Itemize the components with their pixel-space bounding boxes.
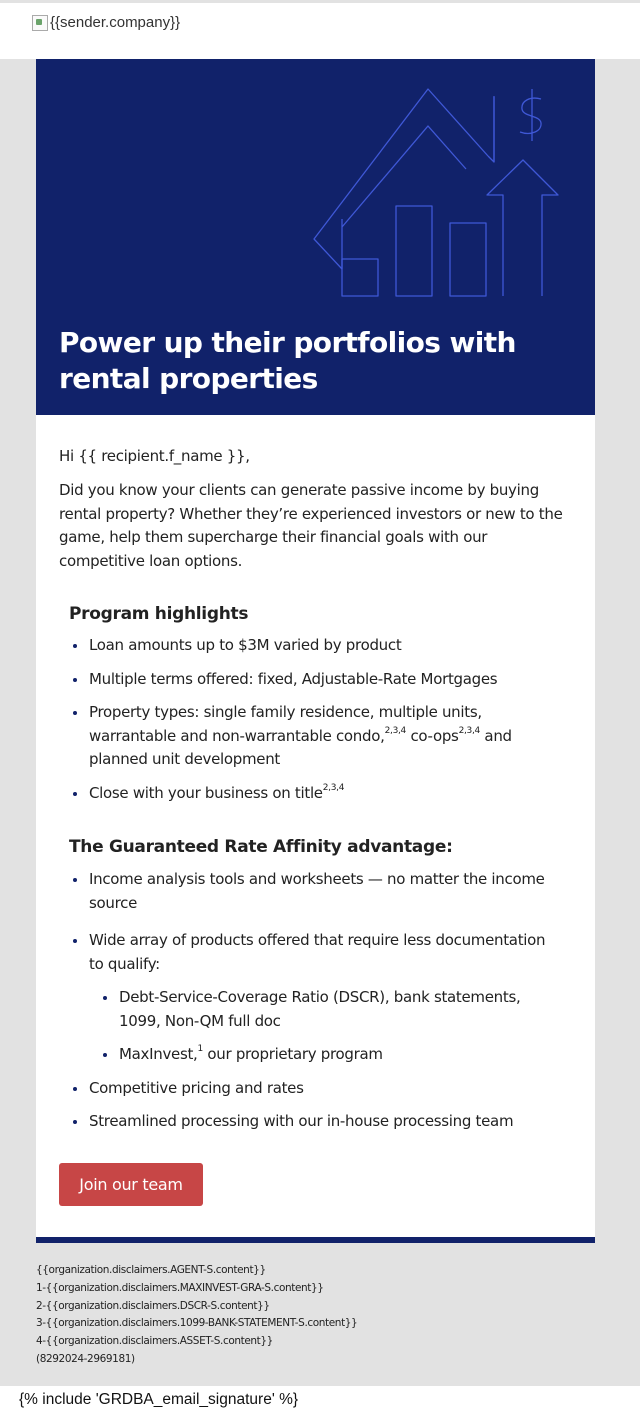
list-item <box>69 868 559 915</box>
email-signature: {% include 'GRDBA_email_signature' %} <box>19 1391 299 1408</box>
join-our-team-button[interactable]: Join our team <box>59 1163 203 1206</box>
email-header <box>0 3 640 59</box>
highlights-list <box>69 634 559 805</box>
disclaimer-line: 3-{{organization.disclaimers.1099-BANK-STATEMENT-S.content}} <box>36 1317 358 1330</box>
signature-bar <box>0 1386 640 1418</box>
list-item <box>99 986 559 1033</box>
list-item-text: Multiple terms offered: fixed, Adjustable-Rate Mortgages <box>89 669 498 688</box>
list-item <box>69 929 559 1067</box>
advantage-list <box>69 868 559 1134</box>
list-item-text: our proprietary program <box>202 1045 383 1063</box>
list-item-text: Streamlined processing with our in-house processing team <box>89 1112 514 1130</box>
hero-banner <box>36 59 595 415</box>
disclaimer-line: 2-{{organization.disclaimers.DSCR-S.content}} <box>36 1299 270 1312</box>
list-item-text: Wide array of products offered that require less documentation to qualify: <box>89 931 546 973</box>
list-item-text: Loan amounts up to $3M varied by product <box>89 636 402 654</box>
intro-paragraph: Did you know your clients can generate passive income by buying rental property? Whether they’re experienced investors or new to the game, help them supercharge their financial goals with our competitive loan options. <box>59 481 563 570</box>
disclaimer-line: 1-{{organization.disclaimers.MAXINVEST-GRA-S.content}} <box>36 1281 324 1294</box>
list-item <box>69 1110 559 1134</box>
list-item-text: Property types: single family residence, multiple units, warrantable and non-warrantable condo, <box>89 703 482 745</box>
advantage-heading: The Guaranteed Rate Affinity advantage: <box>69 837 453 857</box>
logo-alt-text: {{sender.company}} <box>50 14 181 31</box>
disclaimer-line: (8292024-2969181) <box>36 1352 135 1365</box>
email-body-card <box>36 415 595 1243</box>
disclaimers <box>36 1262 357 1369</box>
list-item <box>99 1043 559 1067</box>
footnote-ref: 1 <box>197 1044 203 1054</box>
list-item-text: co-ops <box>405 726 459 745</box>
sender-logo[interactable] <box>32 14 180 31</box>
house-bar-chart-dollar-icon <box>36 59 595 319</box>
list-item <box>69 1077 559 1101</box>
footnote-ref: 2,3,4 <box>384 725 406 736</box>
hero-title: Power up their portfolios with rental properties <box>59 326 516 395</box>
highlights-heading: Program highlights <box>69 604 249 624</box>
list-item-text: MaxInvest, <box>119 1045 198 1063</box>
footnote-ref: 2,3,4 <box>458 725 480 736</box>
list-item <box>69 634 559 658</box>
list-item-text: Close with your business on title <box>89 783 323 802</box>
list-item-text: Income analysis tools and worksheets — no matter the income source <box>89 870 545 912</box>
list-item-text: Competitive pricing and rates <box>89 1078 304 1097</box>
list-item <box>69 782 559 806</box>
disclaimer-line: {{organization.disclaimers.AGENT-S.content}} <box>36 1264 266 1276</box>
list-item <box>69 701 559 772</box>
footnote-ref: 2,3,4 <box>322 782 345 793</box>
greeting: Hi {{ recipient.f_name }}, <box>59 447 250 465</box>
list-item <box>69 668 559 692</box>
disclaimer-line: 4-{{organization.disclaimers.ASSET-S.content}} <box>36 1335 273 1348</box>
broken-image-icon <box>32 15 48 31</box>
nested-list <box>99 986 559 1067</box>
list-item-text: Debt-Service-Coverage Ratio (DSCR), bank statements, 1099, Non-QM full doc <box>119 988 521 1030</box>
list-item-text: and planned unit development <box>89 726 512 768</box>
